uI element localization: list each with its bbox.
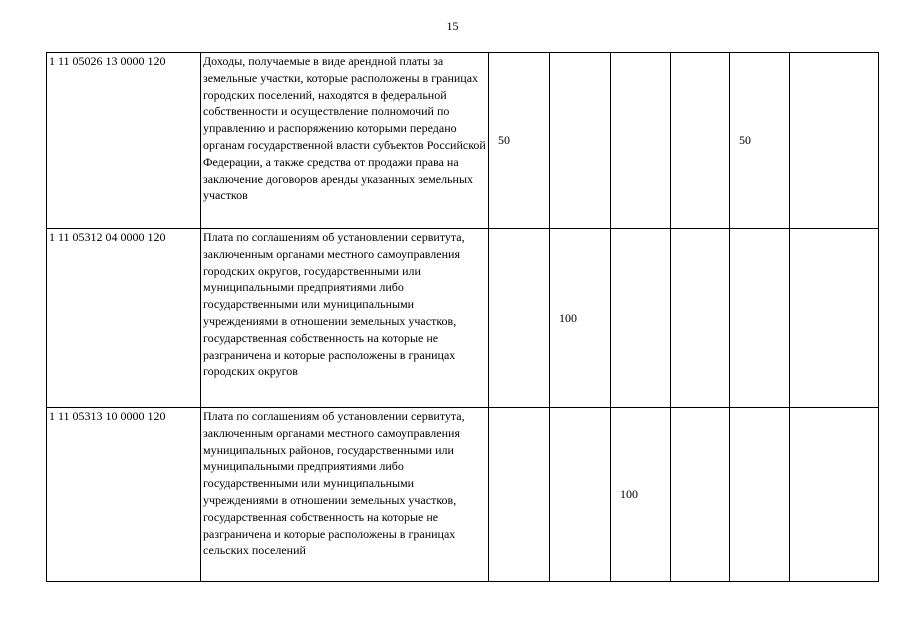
budget-code-cell: 1 11 05313 10 0000 120	[47, 408, 201, 582]
value-cell	[489, 229, 550, 408]
value-cell	[730, 408, 790, 582]
value-cell	[671, 53, 730, 229]
value-cell	[489, 408, 550, 582]
value-cell: 100	[611, 408, 671, 582]
description-cell: Доходы, получаемые в виде арендной платы за земельные участки, которые расположены в границах городских поселений, находятся в федеральной собственности и осуществление полномочий по управлению и распоряжению которыми передано органам государственной власти субъектов Российской Федерации, а также средства от продажи права на заключение договоров аренды указанных земельных участков	[201, 53, 489, 229]
revenue-table	[46, 52, 879, 582]
value-cell	[550, 53, 611, 229]
value-cell	[550, 408, 611, 582]
value-cell	[790, 229, 879, 408]
table-row	[47, 53, 879, 229]
budget-code-cell: 1 11 05312 04 0000 120	[47, 229, 201, 408]
value-cell	[671, 408, 730, 582]
table-row	[47, 408, 879, 582]
value-cell	[730, 229, 790, 408]
value-cell	[790, 408, 879, 582]
budget-code-cell: 1 11 05026 13 0000 120	[47, 53, 201, 229]
value-cell: 50	[730, 53, 790, 229]
table-row	[47, 229, 879, 408]
value-cell	[611, 229, 671, 408]
value-cell	[671, 229, 730, 408]
description-cell: Плата по соглашениям об установлении сервитута, заключенным органами местного самоуправления муниципальных районов, государственными или муниципальными предприятиями либо государственными или муниципальными учреждениями в отношении земельных участков, государственная собственность на которые не разграничена и которые расположены в границах сельских поселений	[201, 408, 489, 582]
description-cell: Плата по соглашениям об установлении сервитута, заключенным органами местного самоуправления городских округов, государственными или муниципальными предприятиями либо государственными или муниципальными учреждениями в отношении земельных участков, государственная собственность на которые не разграничена и которые расположены в границах городских округов	[201, 229, 489, 408]
value-cell: 100	[550, 229, 611, 408]
page-number: 15	[446, 19, 459, 33]
value-cell: 50	[489, 53, 550, 229]
value-cell	[790, 53, 879, 229]
value-cell	[611, 53, 671, 229]
